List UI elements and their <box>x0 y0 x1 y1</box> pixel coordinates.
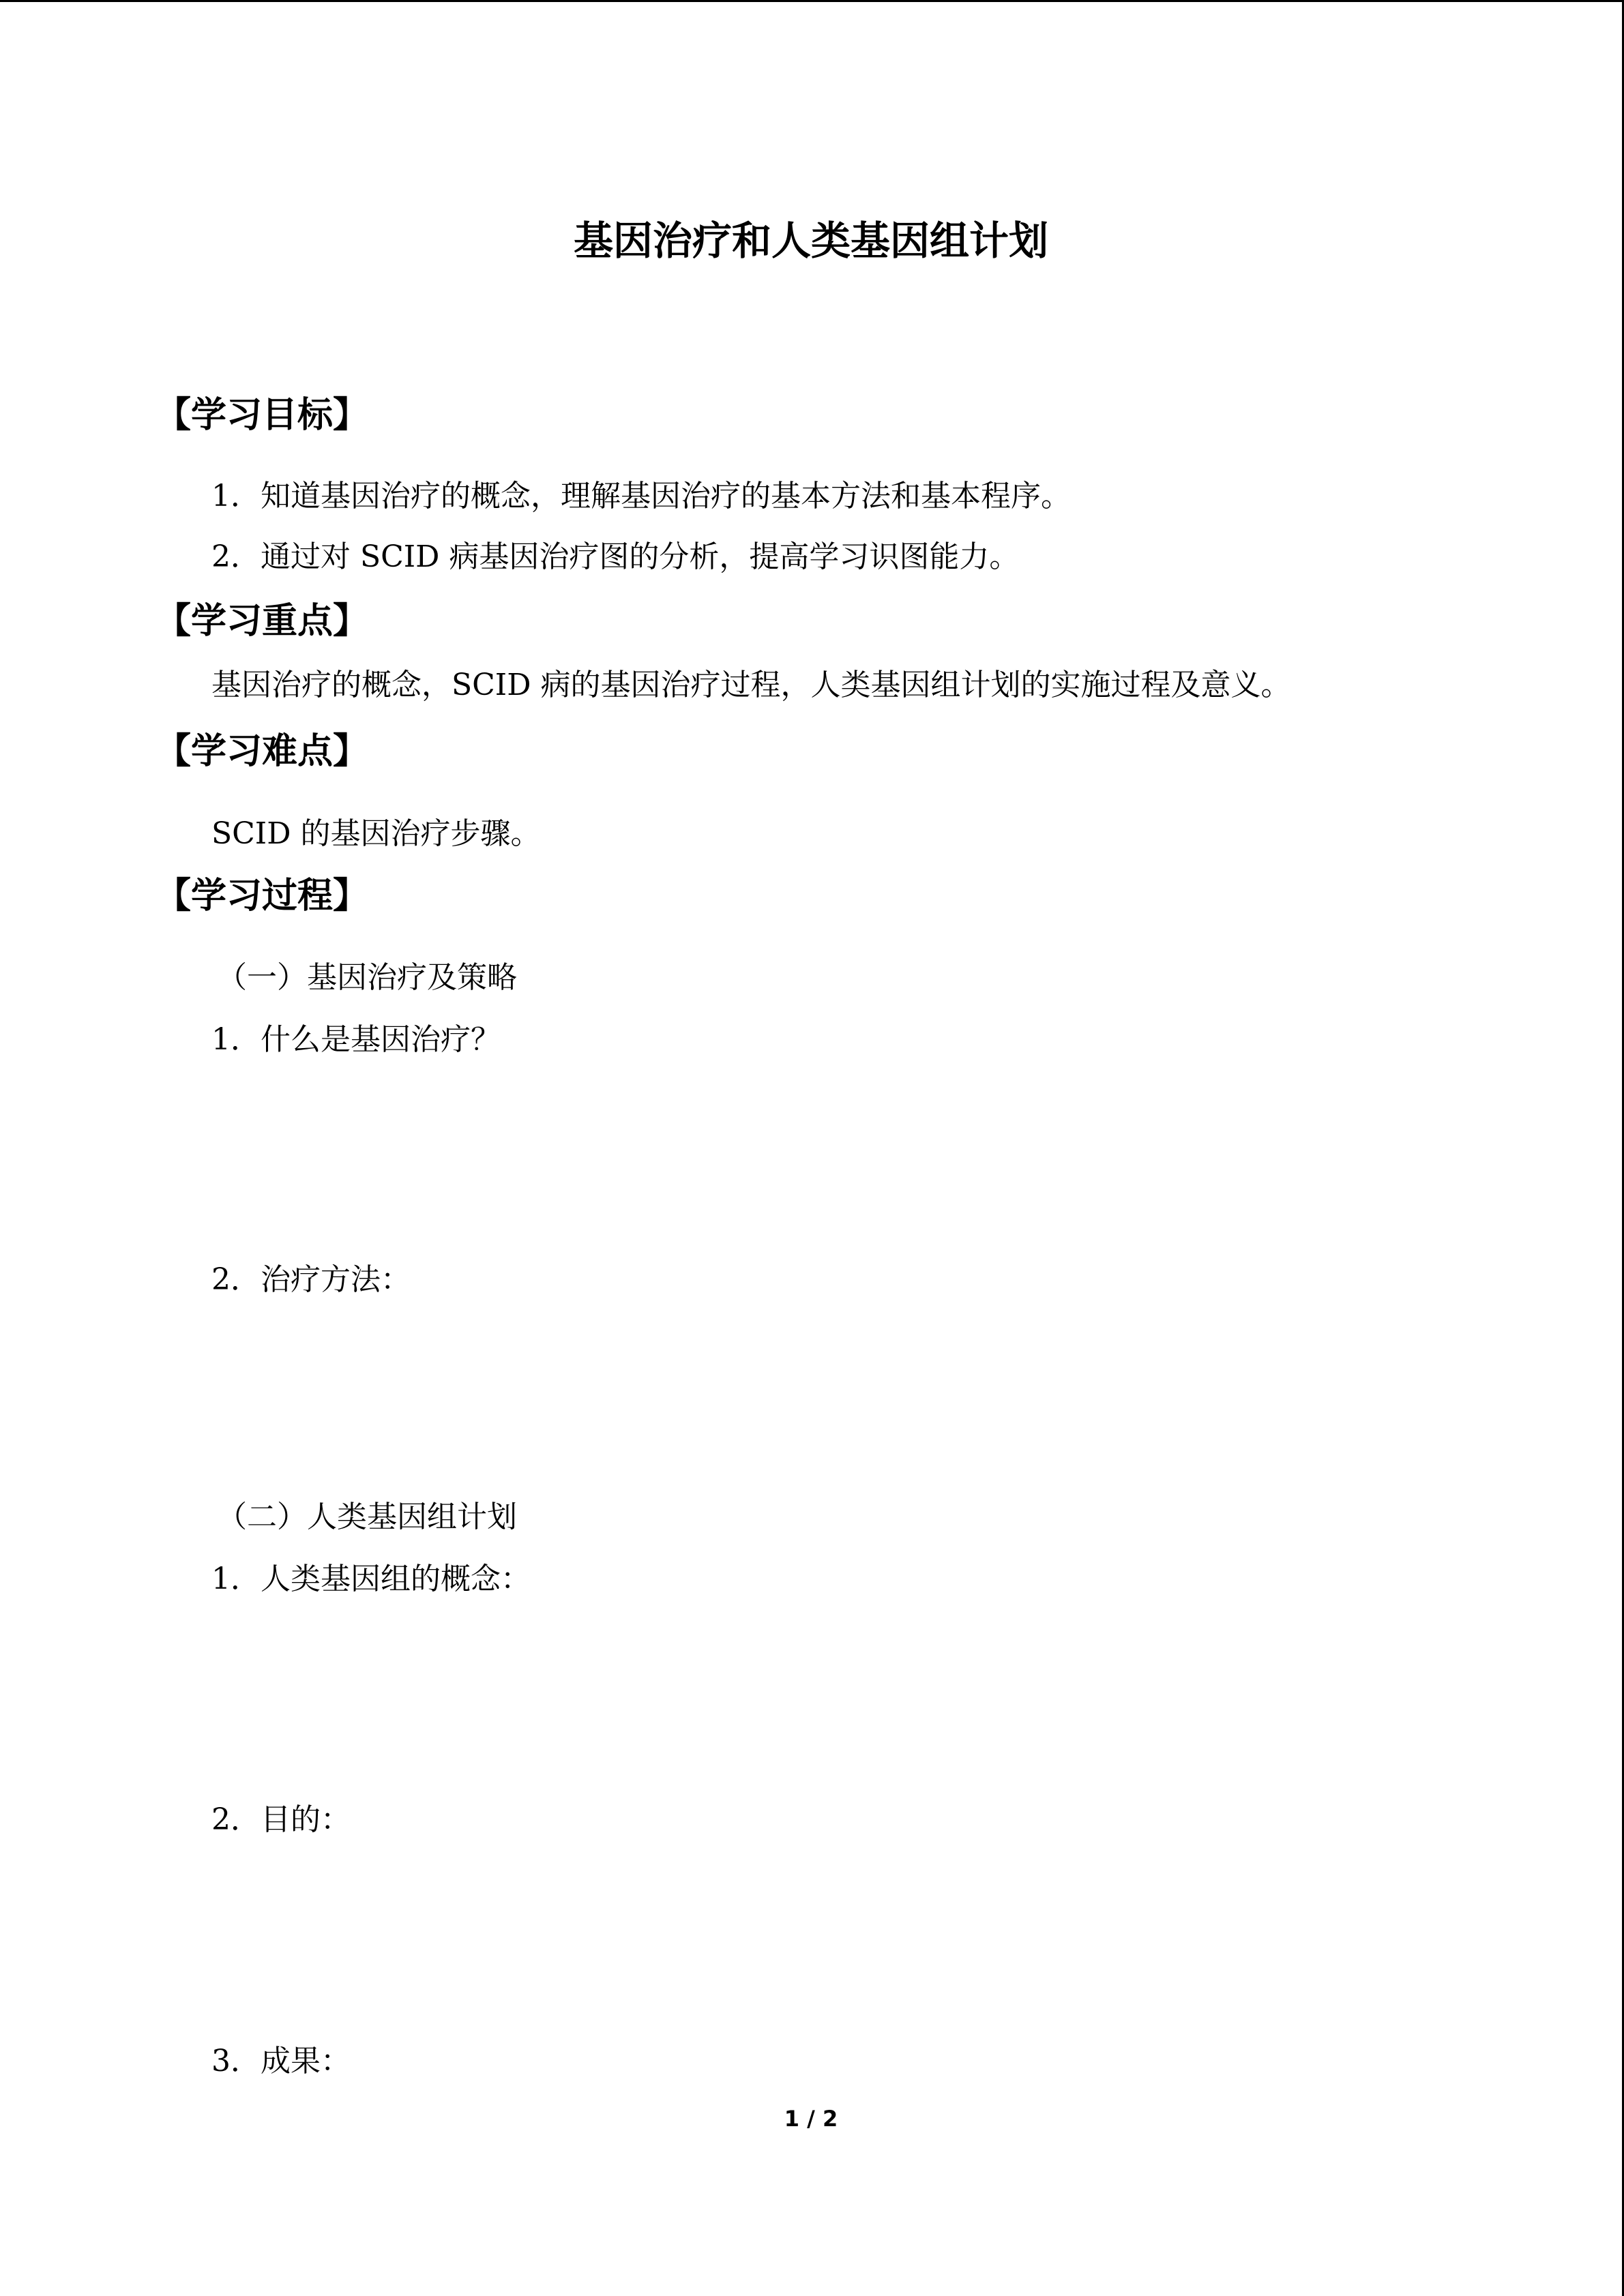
part2-question-2: 2．目的： <box>211 1802 351 1837</box>
part2-question-3: 3．成果： <box>211 2044 351 2078</box>
part1-question-2: 2．治疗方法： <box>211 1262 411 1297</box>
document-title: 基因治疗和人类基因组计划 <box>573 218 1048 264</box>
heading-objectives: 【学习目标】 <box>156 395 369 436</box>
heading-difficulties: 【学习难点】 <box>156 731 369 772</box>
part1-title: （一）基因治疗及策略 <box>217 960 517 995</box>
objective-item-1: 1．知道基因治疗的概念，理解基因治疗的基本方法和基本程序。 <box>211 479 1071 513</box>
heading-key-points: 【学习重点】 <box>156 601 369 642</box>
part2-title: （二）人类基因组计划 <box>217 1500 517 1534</box>
page-number: 1 / 2 <box>784 2106 838 2132</box>
part2-question-1: 1．人类基因组的概念： <box>211 1562 531 1596</box>
part1-question-1: 1．什么是基因治疗？ <box>211 1022 501 1057</box>
key-points-text: 基因治疗的概念，SCID 病的基因治疗过程，人类基因组计划的实施过程及意义。 <box>211 668 1291 702</box>
objective-item-2: 2．通过对 SCID 病基因治疗图的分析，提高学习识图能力。 <box>211 539 1020 574</box>
difficulties-text: SCID 的基因治疗步骤。 <box>211 816 541 851</box>
heading-process: 【学习过程】 <box>156 876 369 916</box>
